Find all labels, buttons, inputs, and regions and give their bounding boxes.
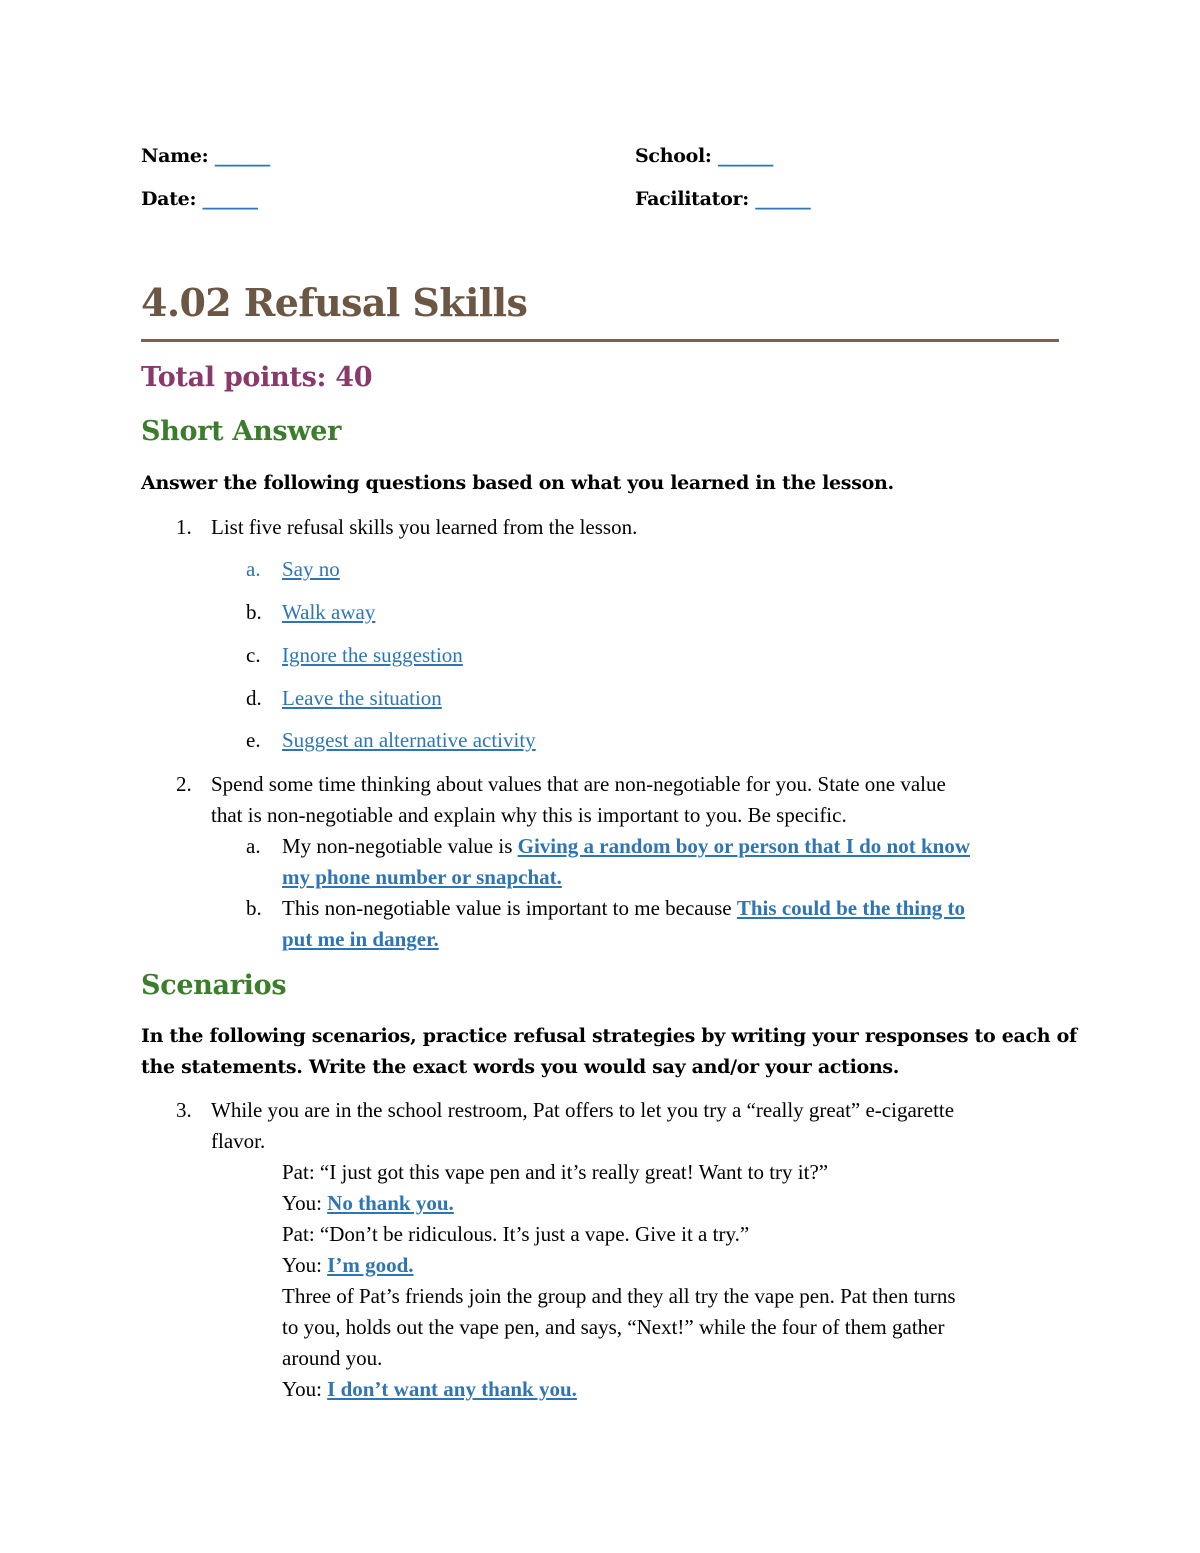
q2b-answer-continued[interactable]: put me in danger.	[282, 927, 439, 951]
narration-line-1: Three of Pat’s friends join the group and they all try the vape pen. Pat then turns	[282, 1284, 956, 1308]
narration-line-3: around you.	[282, 1346, 383, 1370]
pat-line-1: Pat: “I just got this vape pen and it’s really great! Want to try it?”	[282, 1160, 829, 1184]
you-response-3[interactable]: I don’t want any thank you.	[327, 1377, 577, 1401]
q2b-line	[282, 896, 965, 921]
scenarios-instructions-line-1: In the following scenarios, practice refusal strategies by writing your responses to each of	[141, 1025, 1077, 1047]
total-points-heading: Total points: 40	[141, 362, 373, 393]
facilitator-label: Facilitator:	[635, 188, 749, 210]
q2b-letter: b.	[246, 896, 262, 920]
q1-answer-b[interactable]: Walk away	[282, 600, 376, 624]
q1-answer-d[interactable]: Leave the situation	[282, 686, 442, 710]
pat-line-2: Pat: “Don’t be ridiculous. It’s just a vape. Give it a try.”	[282, 1222, 750, 1246]
date-field	[141, 188, 258, 210]
q1-answer-letter: c.	[246, 643, 261, 667]
q2a-answer-continued[interactable]: my phone number or snapchat.	[282, 865, 562, 889]
you-label: You:	[282, 1377, 328, 1401]
date-blank[interactable]: ______	[202, 188, 258, 210]
facilitator-blank[interactable]: ______	[755, 188, 811, 210]
q1-answer-a[interactable]: Say no	[282, 557, 340, 581]
you-line-1	[282, 1191, 454, 1216]
q1-answer-letter: e.	[246, 728, 261, 752]
name-blank[interactable]: ______	[214, 145, 270, 167]
q2-number: 2.	[176, 772, 192, 796]
school-blank[interactable]: ______	[717, 145, 774, 167]
q1-number: 1.	[176, 515, 192, 539]
q2a-prefix: My non-negotiable value is	[282, 834, 518, 858]
q1-answer-e[interactable]: Suggest an alternative activity	[282, 728, 536, 752]
q2a-letter: a.	[246, 834, 261, 858]
short-answer-instructions: Answer the following questions based on what you learned in the lesson.	[141, 472, 894, 494]
name-label: Name:	[141, 145, 209, 167]
q1-text: List five refusal skills you learned from the lesson.	[211, 515, 638, 539]
q2-line-2: that is non-negotiable and explain why this is important to you. Be specific.	[211, 803, 847, 827]
page-title: 4.02 Refusal Skills	[141, 280, 528, 325]
facilitator-field	[635, 188, 810, 210]
date-label: Date:	[141, 188, 197, 210]
you-response-2[interactable]: I’m good.	[327, 1253, 414, 1277]
you-line-3	[282, 1377, 577, 1402]
name-field	[141, 145, 270, 167]
school-field	[635, 145, 773, 167]
q1-answer-letter: d.	[246, 686, 262, 710]
q2a-line	[282, 834, 970, 859]
q2-line-1: Spend some time thinking about values that are non-negotiable for you. State one value	[211, 772, 946, 796]
q1-answer-letter: a.	[246, 557, 261, 581]
q1-answer-c[interactable]: Ignore the suggestion	[282, 643, 463, 667]
school-label: School:	[635, 145, 712, 167]
q3-number: 3.	[176, 1098, 192, 1122]
you-line-2	[282, 1253, 414, 1278]
scenarios-heading: Scenarios	[141, 970, 287, 1001]
scenarios-instructions-line-2: the statements. Write the exact words you would say and/or your actions.	[141, 1056, 900, 1078]
short-answer-heading: Short Answer	[141, 416, 342, 447]
q3-line-2: flavor.	[211, 1129, 266, 1153]
q3-line-1: While you are in the school restroom, Pat offers to let you try a “really great” e-cigarette	[211, 1098, 955, 1122]
you-response-1[interactable]: No thank you.	[327, 1191, 454, 1215]
q2a-answer[interactable]: Giving a random boy or person that I do not know	[517, 834, 970, 858]
q2b-prefix: This non-negotiable value is important to me because	[282, 896, 737, 920]
you-label: You:	[282, 1253, 328, 1277]
q1-answer-letter: b.	[246, 600, 262, 624]
title-divider	[141, 339, 1059, 342]
narration-line-2: to you, holds out the vape pen, and says, “Next!” while the four of them gather	[282, 1315, 945, 1339]
you-label: You:	[282, 1191, 328, 1215]
q2b-answer[interactable]: This could be the thing to	[736, 896, 966, 920]
